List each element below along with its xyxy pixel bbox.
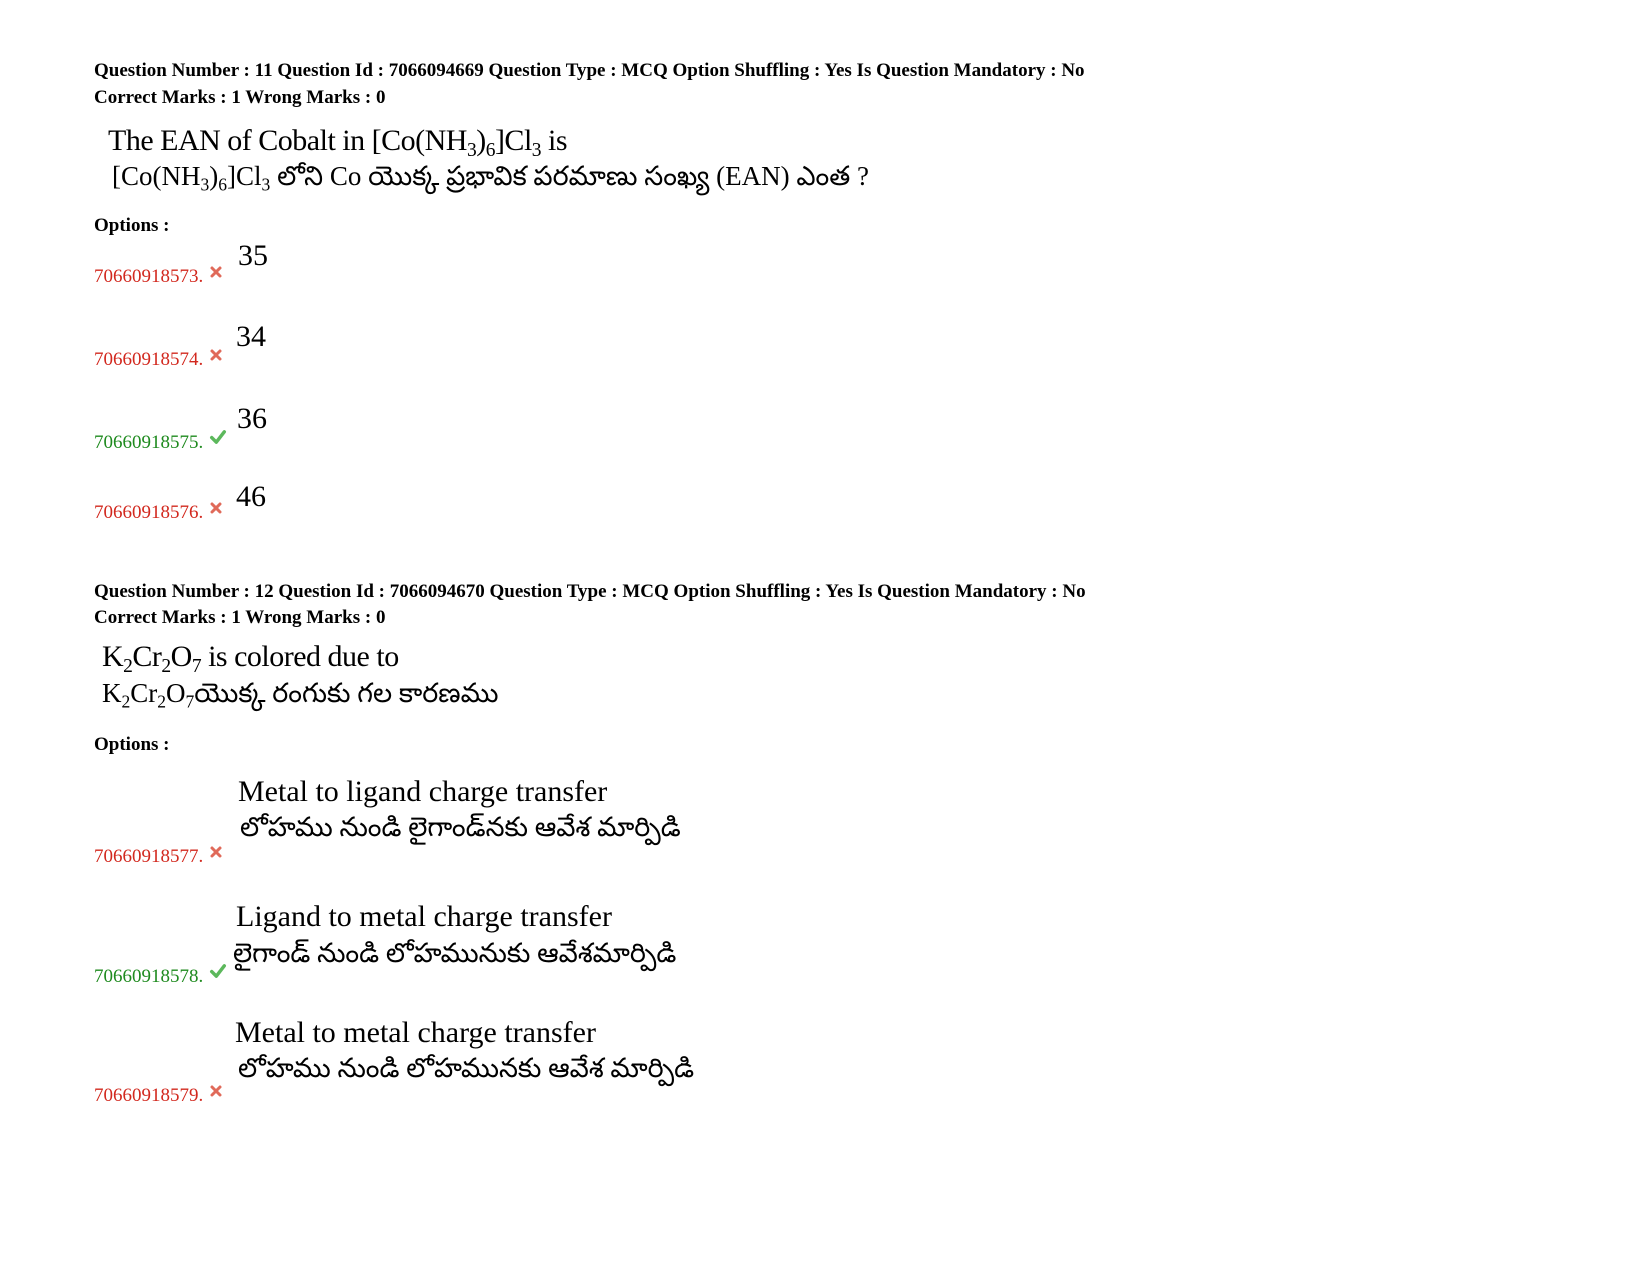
option-value-english: Metal to ligand charge transfer: [238, 775, 608, 808]
cross-mark-icon: [209, 348, 223, 362]
question-meta-line2: Correct Marks : 1 Wrong Marks : 0: [94, 607, 386, 628]
option-value-telugu: లోహము నుండి లోహమునకు ఆవేశ మార్పిడి: [238, 1053, 695, 1083]
option-value: 35: [238, 239, 268, 272]
cross-mark-icon: [209, 845, 223, 859]
cross-mark-icon: [209, 501, 223, 515]
question-text-telugu: $K_2Cr_2O_7యొక్క$ రంగుకు గల కారణము: [102, 678, 499, 712]
question-meta-line2: Correct Marks : 1 Wrong Marks : 0: [94, 87, 386, 108]
option-id: 70660918576.: [94, 501, 223, 522]
option-id: 70660918575.: [94, 429, 227, 452]
options-label: Options :: [94, 734, 170, 755]
option-value-english: Ligand to metal charge transfer: [236, 900, 612, 933]
question-meta-line1: Question Number : 11 Question Id : 7066094669 Question Type : MCQ Option Shuffling : Yes Is Question Mandatory : No: [94, 60, 1085, 81]
question-text-english: $K_2Cr_2O_7$ is colored due to: [102, 640, 399, 677]
question-text-telugu: $[Co(NH_3)_6]Cl_3$ లోని Co యొక్క ప్రభావిక పరమాణు సంఖ్య (EAN) ఎంత ?: [112, 161, 869, 195]
option-id: 70660918573.: [94, 265, 223, 286]
cross-mark-icon: [209, 265, 223, 279]
option-id: 70660918579.: [94, 1084, 223, 1105]
option-value-english: Metal to metal charge transfer: [235, 1016, 596, 1049]
option-value: 34: [236, 320, 266, 353]
cross-mark-icon: [209, 1084, 223, 1098]
options-label: Options :: [94, 215, 170, 236]
check-mark-icon: [209, 429, 227, 445]
question-meta-line1: Question Number : 12 Question Id : 7066094670 Question Type : MCQ Option Shuffling : Yes Is Question Mandatory : No: [94, 581, 1086, 602]
option-value: 36: [237, 402, 267, 435]
question-text-english: The EAN of Cobalt in $[Co(NH_3)_6]Cl_3$ is: [108, 124, 568, 161]
option-id: 70660918578.: [94, 963, 227, 986]
option-value: 46: [236, 480, 266, 513]
option-id: 70660918577.: [94, 845, 223, 866]
option-value-telugu: లోహము నుండి లైగాండ్‌నకు ఆవేశ మార్పిడి: [240, 812, 681, 842]
option-id: 70660918574.: [94, 348, 223, 369]
check-mark-icon: [209, 963, 227, 979]
option-value-telugu: లైగాండ్ నుండి లోహమునుకు ఆవేశమార్పిడి: [233, 938, 677, 968]
